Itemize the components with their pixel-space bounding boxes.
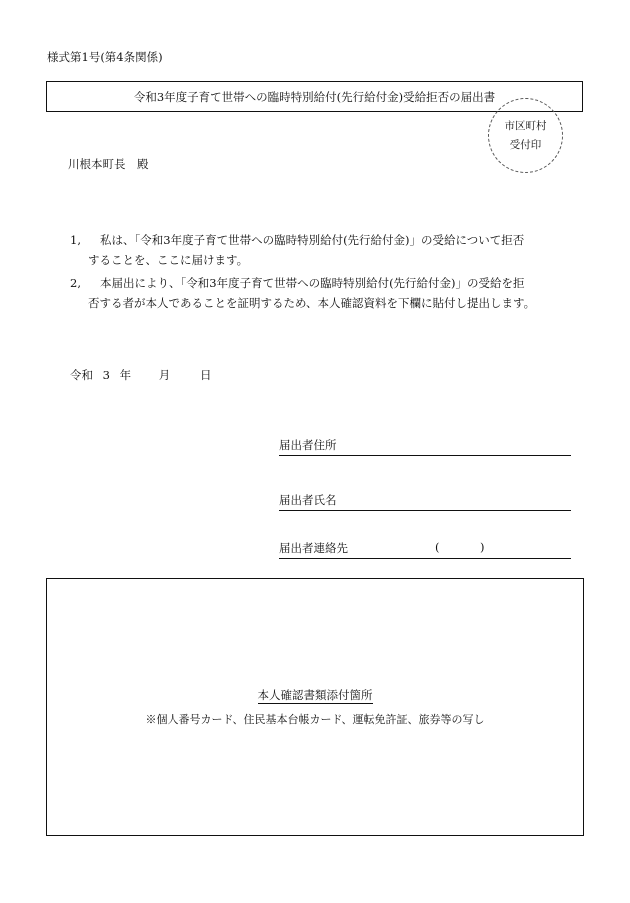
attachment-title: 本人確認書類添付箇所 <box>257 688 373 702</box>
contact-label: 届出者連絡先 <box>279 541 348 555</box>
attachment-title-wrap <box>47 687 583 703</box>
date-era: 令和 <box>70 368 93 382</box>
address-label: 届出者住所 <box>279 438 337 452</box>
stamp-line-1: 市区町村 <box>504 119 547 132</box>
attachment-note: ※個人番号カード、住民基本台帳カード、運転免許証、旅券等の写し <box>145 713 485 726</box>
submission-date <box>70 367 211 383</box>
item-line-2: することを、ここに届けます。 <box>88 253 249 267</box>
statement-item-2 <box>70 273 580 313</box>
stamp-line-2: 受付印 <box>509 138 542 151</box>
form-number: 様式第1号(第4条関係) <box>47 50 163 64</box>
date-year: 3 <box>102 368 110 382</box>
contact-paren-close: ) <box>480 540 485 554</box>
item-number: 1, <box>70 233 81 247</box>
date-month-label: 月 <box>158 368 171 382</box>
statement-item-1 <box>70 230 570 270</box>
contact-field[interactable] <box>279 540 571 559</box>
address-field[interactable] <box>279 437 571 456</box>
item-number: 2, <box>70 276 81 290</box>
name-label: 届出者氏名 <box>279 493 337 507</box>
addressee: 川根本町長 殿 <box>68 157 149 171</box>
id-document-attachment-area <box>46 578 584 836</box>
document-title: 令和3年度子育て世帯への臨時特別給付(先行給付金)受給拒否の届出書 <box>133 89 496 104</box>
item-line-1: 私は、「令和3年度子育て世帯への臨時特別給付(先行給付金)」の受給について拒否 <box>100 233 525 247</box>
item-line-2: 否する者が本人であることを証明するため、本人確認資料を下欄に貼付し提出します。 <box>88 296 536 310</box>
date-year-label: 年 <box>119 368 132 382</box>
name-field[interactable] <box>279 492 571 511</box>
contact-paren-open: ( <box>435 540 440 554</box>
reception-stamp-area <box>488 98 563 173</box>
date-day-label: 日 <box>199 368 212 382</box>
item-line-1: 本届出により、「令和3年度子育て世帯への臨時特別給付(先行給付金)」の受給を拒 <box>100 276 525 290</box>
